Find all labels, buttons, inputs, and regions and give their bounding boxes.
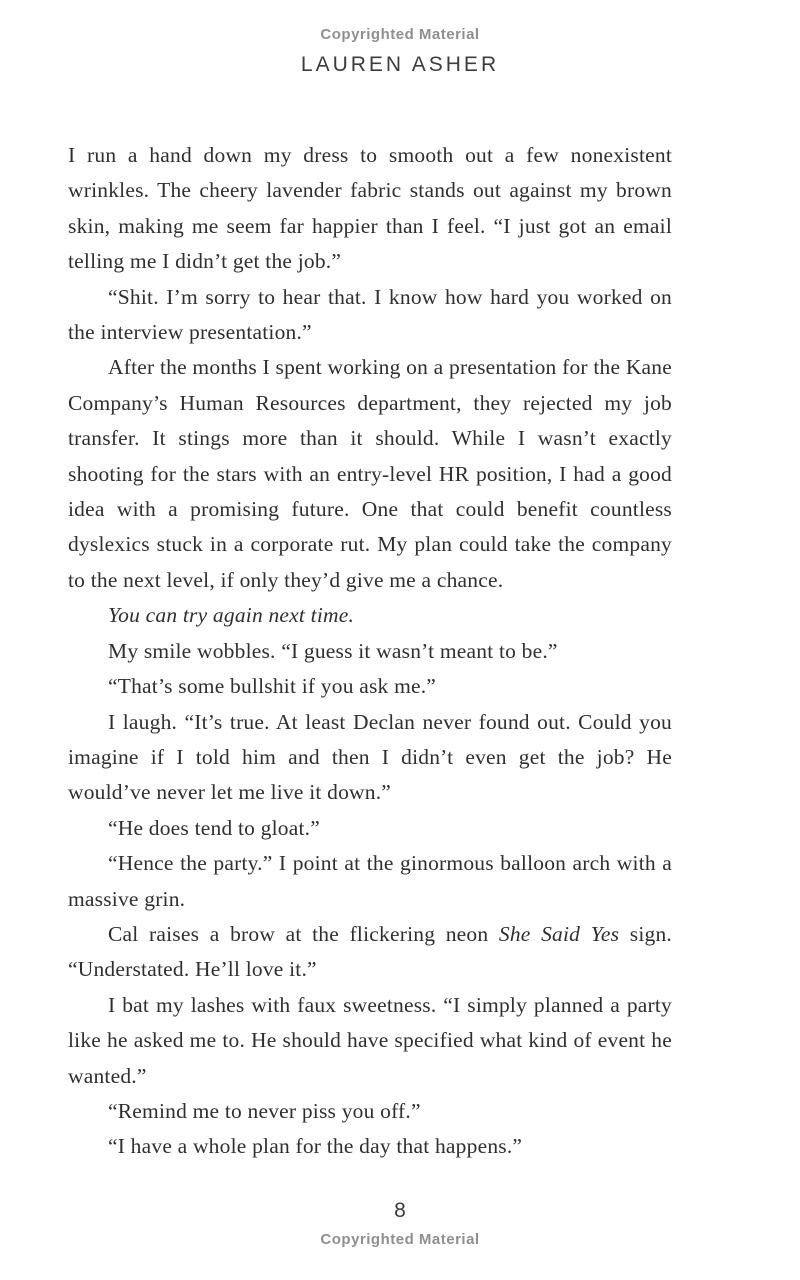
bottom-copyright-notice: Copyrighted Material <box>320 1231 480 1248</box>
text-segment: sign. “Understated. He’ll love it.” <box>68 921 672 982</box>
paragraph <box>68 811 672 846</box>
italic-text-segment: You can try again next time. <box>108 603 355 628</box>
paragraph <box>68 598 672 633</box>
paragraph <box>68 669 672 704</box>
text-segment: I bat my lashes with faux sweetness. “I simply planned a party like he asked me to. He should have specified what kind of event he wanted.” <box>68 992 672 1088</box>
paragraph <box>68 917 672 988</box>
paragraph <box>68 634 672 669</box>
paragraph <box>68 846 672 917</box>
italic-text-segment: She Said Yes <box>498 921 620 946</box>
top-copyright-notice: Copyrighted Material <box>320 26 480 43</box>
text-segment: “That’s some bullshit if you ask me.” <box>108 674 437 699</box>
paragraph <box>68 988 672 1094</box>
paragraph <box>68 350 672 598</box>
text-segment: My smile wobbles. “I guess it wasn’t meant to be.” <box>108 638 558 663</box>
paragraph <box>68 705 672 811</box>
text-segment: “I have a whole plan for the day that happens.” <box>108 1134 523 1159</box>
text-segment: “Shit. I’m sorry to hear that. I know how hard you worked on the interview presentation.” <box>68 284 672 345</box>
text-segment: Cal raises a brow at the flickering neon <box>108 921 499 946</box>
paragraph <box>68 1129 672 1164</box>
paragraph <box>68 138 672 280</box>
paragraph <box>68 1094 672 1129</box>
text-segment: “Remind me to never piss you off.” <box>108 1098 421 1123</box>
text-segment: I laugh. “It’s true. At least Declan never found out. Could you imagine if I told him and then I didn’t even get the job? He would’ve never let me live it down.” <box>68 709 672 805</box>
page-number: 8 <box>394 1199 406 1222</box>
text-segment: “He does tend to gloat.” <box>108 815 320 840</box>
text-segment: “Hence the party.” I point at the ginormous balloon arch with a massive grin. <box>68 851 672 911</box>
text-segment: After the months I spent working on a presentation for the Kane Company’s Human Resources department, they rejected my job transfer. It stings more than it should. While I wasn’t exactly shooting for the stars with an entry-level HR position, I had a good idea with a promising future. One that could benefit countless dyslexics stuck in a corporate rut. My plan could take the company to the next level, if only they’d give me a chance. <box>68 355 672 592</box>
paragraph <box>68 280 672 351</box>
text-segment: I run a hand down my dress to smooth out a few nonexistent wrinkles. The cheery lavender fabric stands out against my brown skin, making me seem far happier than I feel. “I just got an email telling me I didn’t get the job.” <box>68 143 672 274</box>
author-name-header: LAUREN ASHER <box>300 53 500 76</box>
page-body-text <box>68 138 672 1165</box>
